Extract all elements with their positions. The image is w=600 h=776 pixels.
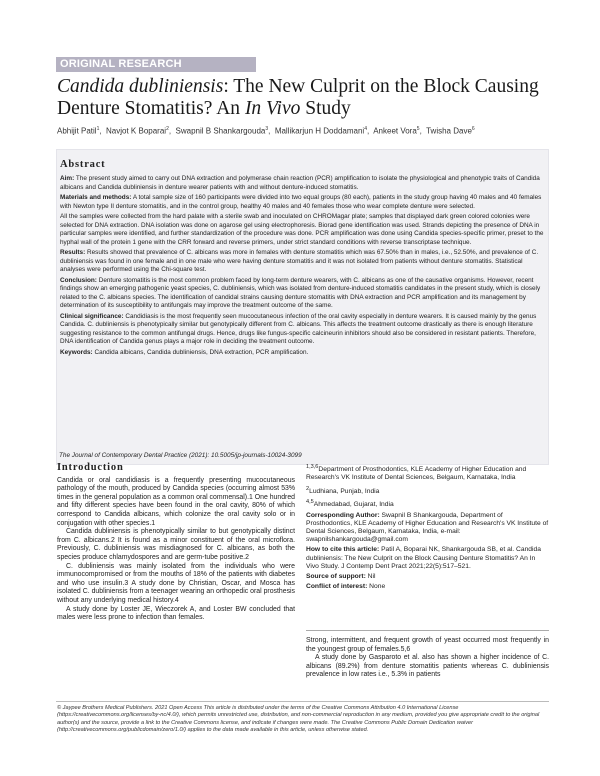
author-list: Abhijit Patil$^1$, Navjot K Boparai$^2$, Swapnil B Shankargouda$^3$, Mallikarjun H Doddamani$^4$, Ankeet Vora$^5$, Twisha Dave$^6$ — [57, 126, 475, 136]
introduction-heading: Introduction — [57, 462, 124, 473]
author-name: Twisha Dave — [426, 126, 472, 136]
title-italic: Candida dubliniensis — [57, 76, 224, 97]
abstract-aim: Aim: The present study aimed to carry out DNA extraction and polymerase chain reaction (PCR) amplification to isolate the physiological and phenotypic traits of Candida albicans and Candida dubliniensis in denture wearer patients with and without denture-induced stomatitis. — [60, 175, 540, 191]
right-body-column — [306, 637, 549, 680]
abstract-keywords: Keywords: Candida albicans, Candida dubliniensis, DNA extraction, PCR amplification. — [60, 348, 309, 356]
right-paragraph-1: Strong, intermittent, and frequent growth of yeast occurred most frequently in the youngest group of females.5,6 — [306, 637, 549, 653]
affiliation-block — [306, 463, 549, 593]
journal-citation: The Journal of Contemporary Dental Practice (2021): 10.5005/jp-journals-10024-3099 — [59, 452, 302, 459]
author-name: Navjot K Boparai — [106, 126, 167, 136]
abstract-heading: Abstract — [60, 159, 106, 170]
intro-paragraph-4: A study done by Loster JE, Wieczorek A, and Loster BW concluded that males were less prone to infection than females. — [57, 605, 295, 622]
intro-paragraph-2: Candida dubliniensis is phenotypically similar to but genotypically distinct from C. albicans.2 It is found as a minor constituent of the oral microflora. Previously, C. dubliniensis was misdiagnosed for C. albicans, as both the species produce chlamydospores and are germ-tube positive.2 — [57, 528, 295, 561]
abstract-conclusion: Conclusion: Denture stomatitis is the most common problem faced by long-term denture wearers, with C. albicans as one of the causative organisms. However, recent findings show an emerging pathogenic yeast species, C. dubliniensis, which was isolated from denture-induced stomatitis candidates in the present study, which is closely related to the C. albicans species. The identification of candidal strains causing denture stomatitis with DNA extraction and PCR amplification and its management by determination of its susceptibility to antifungals may improve the treatment outcome of the same. — [60, 276, 541, 309]
introduction-column — [57, 464, 295, 623]
affiliation-3: $^{4,5}$Ahmedabad, Gujarat, India — [306, 499, 394, 509]
intro-paragraph-1: Candida or oral candidiasis is a frequently presenting mucocutaneous pathology of the mouth, produced by Candida species (occurring almost 53% times in the general population as a common oral commensal).1 One hundred and fifty different species have been found in the oral cavity, 80% of which correspond to Candida albicans, which colonize the oral cavity solo or in conjugation with other species.1 — [57, 476, 295, 527]
abstract-results: Results: Results showed that prevalence of C. albicans was more in females with denture stomatitis which was 67.50% than in males, i.e., 52.50%, and prevalence of C. dubliniensis was found in one female and in one male who were having denture stomatitis and it was not isolated from patients without denture stomatitis. Statistical analyses were performed using the Chi-square test. — [60, 249, 539, 273]
intro-paragraph-3: C. dubliniensis was mainly isolated from the individuals who were immunocompromised or from the mouths of 18% of the patients with diabetes and who use insulin.3 A study done by Christian, Oscar, and Mosca has isolated C. dubliniensis from a teenager wearing an orthopedic oral prosthesis without any underlying medical history.4 — [57, 562, 295, 604]
article-title — [57, 76, 557, 120]
abstract-clinical-significance: Clinical significance: Candidiasis is the most frequently seen mucocutaneous infection of the oral cavity especially in denture wearers. It is caused mainly by the genus Candida. C. dubliniensis is phenotypically similar but genotypically different from C. albicans. This affects the treatment outcome drastically as there is enough literature suggesting resistance to the common antifungal drugs. Hence, drugs like fungus-specific calcineurin inhibitors should also be considered in resistant patients. Therefore, DNA identification of Candida genus plays a major role in deciding the treatment outcome. — [60, 312, 537, 345]
section-banner: ORIGINAL RESEARCH — [56, 57, 256, 72]
how-to-cite: How to cite this article: Patil A, Boparai NK, Shankargouda SB, et al. Candida dubliniensis: The New Culprit on the Block Causing Denture Stomatitis? An In Vivo Study. J Contemp Dent Pract 2021;22(5):517–521. — [306, 546, 541, 570]
corresponding-author: Corresponding Author: Swapnil B Shankargouda, Department of Prosthodontics, KLE Academy of Higher Education and Research's VK Institute of Dental Sciences, Belgaum, Karnataka, India, e-mail: swapnilshankargouda@gmail.com — [306, 511, 549, 544]
abstract-methods: Materials and methods: A total sample size of 160 participants were divided into two equal groups (80 each), patients in the study group having 40 males and 40 females with Newton type II denture stomatitis, and in the control group, healthy 40 males and 40 females those who wear complete denture were selected. — [60, 194, 542, 210]
affiliation-1: $^{1,3,6}$Department of Prosthodontics, KLE Academy of Higher Education and Research's VK Institute of Dental Sciences, Belgaum, Karnataka, India — [306, 464, 527, 482]
title-line2-post: Study — [300, 98, 351, 119]
conflict-of-interest: Conflict of interest: None — [306, 583, 386, 591]
license-footer: © Jaypee Brothers Medical Publishers. 2021 Open Access This article is distributed under the terms of the Creative Commons Attribution 4.0 International License (https://creativecommons.org/licenses/by-nc/4.0/), which permits unrestricted use, distribution, and non-commercial reproduction in any medium, provided you give appropriate credit to the original author(s) and the source, provide a link to the Creative Commons license, and indicate if changes were made. The Creative Commons Public Domain Dedication waiver (http://creativecommons.org/publicdomain/zero/1.0/) applies to the data made available in this article, unless otherwise stated. — [57, 705, 540, 733]
author-name: Abhijit Patil — [57, 126, 97, 136]
author-name: Swapnil B Shankargouda — [175, 126, 266, 136]
title-line2-italic: In Vivo — [244, 98, 301, 119]
author-name: Mallikarjun H Doddamani — [274, 126, 365, 136]
author-name: Ankeet Vora — [373, 126, 417, 136]
title-line1: : The New Culprit on the Block Causing — [223, 76, 539, 97]
right-paragraph-2: A study done by Gasparoto et al. also has shown a higher incidence of C. albicans (89.2%) from denture stomatitis patients whereas C. dubliniensis prevalence in low rates i.e., 5.3% in patients — [306, 654, 549, 679]
abstract-box — [56, 149, 549, 465]
affiliation-divider — [306, 630, 549, 631]
title-line2-pre: Denture Stomatitis? An — [57, 98, 245, 119]
source-of-support: Source of support: Nil — [306, 572, 376, 580]
abstract-methods-2: All the samples were collected from the hard palate with a sterile swab and inoculated on CHROMagar plate; samples that displayed dark green colored colonies were selected for DNA extraction. DNA isolation was done on agarose gel using electrophoresis. Biorad gene identification was used. Strands depicting the presence of DNA in particular samples were identified, and further standardization of the procedure was done. PCR amplification was done using Candida species-specific primer, preset to the hyphal wall of the protein 1 gene with the CRR forward and reverse primers, under strict standard conditions with reverse transcriptase technique. — [60, 213, 544, 246]
affiliation-2: $^2$Ludhiana, Punjab, India — [306, 485, 380, 495]
footer-divider — [56, 701, 549, 702]
